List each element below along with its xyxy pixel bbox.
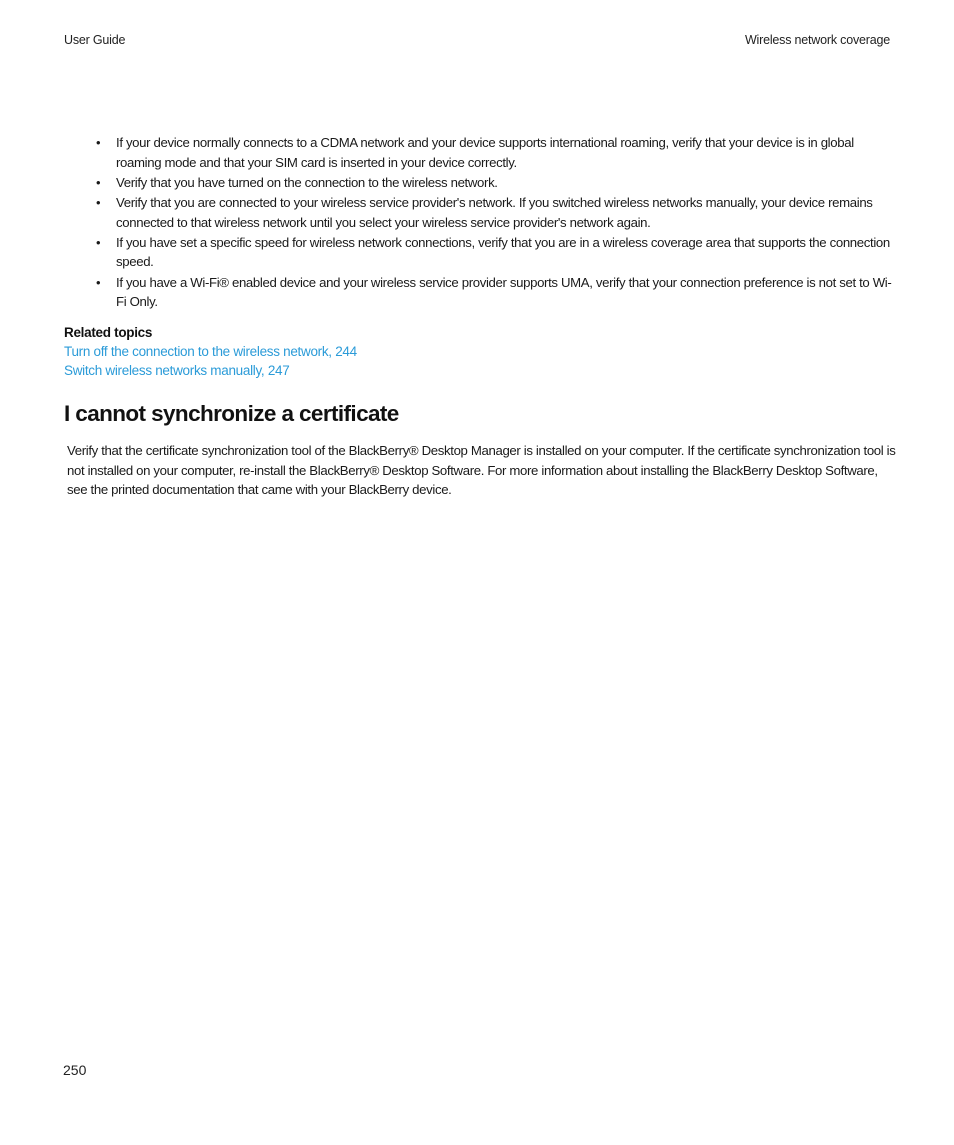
bullet-item <box>95 233 893 272</box>
related-topics-heading: Related topics <box>64 325 153 340</box>
bullet-text: Verify that you are connected to your wireless service provider's network. If you switched wireless networks manually, your device remains connected to that wireless network until you select your wireless service provider's network again. <box>116 194 873 230</box>
troubleshooting-bullet-list <box>95 133 893 312</box>
bullet-marker: • <box>96 194 101 210</box>
bullet-marker: • <box>96 274 101 290</box>
related-link-switch-networks[interactable]: Switch wireless networks manually, 247 <box>64 363 290 378</box>
related-link-turn-off-connection[interactable]: Turn off the connection to the wireless network, 244 <box>64 344 357 359</box>
bullet-marker: • <box>96 234 101 250</box>
bullet-item <box>95 273 893 312</box>
bullet-text: Verify that you have turned on the connection to the wireless network. <box>116 174 498 190</box>
bullet-item <box>95 133 893 172</box>
bullet-text: If you have set a specific speed for wireless network connections, verify that you are in a wireless coverage area that supports the connection speed. <box>116 234 890 270</box>
bullet-item <box>95 173 893 193</box>
section-heading: I cannot synchronize a certificate <box>64 401 399 426</box>
header-chapter-title: Wireless network coverage <box>744 33 890 47</box>
page-number: 250 <box>63 1062 87 1078</box>
bullet-marker: • <box>96 135 101 150</box>
section-body-text: Verify that the certificate synchronization tool of the BlackBerry® Desktop Manager is installed on your computer. If the certificate synchronization tool is not installed on your computer, re-install the BlackBerry® Desktop Software. For more information about installing the BlackBerry Desktop Software, see the printed documentation that came with your BlackBerry device. <box>67 443 896 498</box>
bullet-text: If your device normally connects to a CDMA network and your device supports international roaming, verify that your device is in global roaming mode and that your SIM card is inserted in your device correctly. <box>116 135 854 170</box>
bullet-text: If you have a Wi-Fi® enabled device and your wireless service provider supports UMA, verify that your connection preference is not set to Wi-Fi Only. <box>116 274 892 310</box>
header-guide-title: User Guide <box>64 33 126 47</box>
bullet-marker: • <box>96 174 101 190</box>
bullet-item <box>95 193 893 232</box>
